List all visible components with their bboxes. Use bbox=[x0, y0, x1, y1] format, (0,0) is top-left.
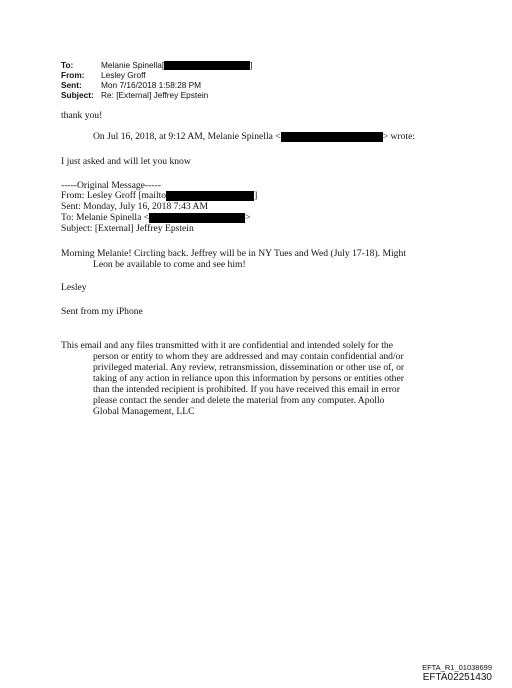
disclaimer-line: please contact the sender and delete the material from any computer. Apollo bbox=[93, 395, 385, 406]
quote-intro-end: > wrote: bbox=[382, 131, 416, 142]
to-label: To: bbox=[61, 60, 74, 70]
original-sent-line: Sent: Monday, July 16, 2018 7:43 AM bbox=[61, 201, 209, 212]
original-from-close: ] bbox=[254, 190, 258, 201]
sent-value: Mon 7/16/2018 1:58:28 PM bbox=[101, 80, 202, 90]
redaction-box bbox=[149, 213, 245, 223]
original-body bbox=[61, 248, 406, 270]
redaction-box bbox=[281, 132, 383, 142]
original-to-close: > bbox=[245, 212, 251, 223]
subject-value: Re: [External] Jeffrey Epstein bbox=[101, 90, 209, 100]
original-signoff: Lesley bbox=[61, 282, 87, 293]
original-subject-line: Subject: [External] Jeffrey Epstein bbox=[61, 223, 194, 234]
disclaimer-line: privileged material. Any review, retransmission, dissemination or other use of, or bbox=[93, 362, 405, 373]
subject-label: Subject: bbox=[61, 90, 94, 100]
reply-body: thank you! bbox=[61, 110, 103, 121]
from-value: Lesley Groff bbox=[101, 70, 146, 80]
disclaimer-line: taking of any action in reliance upon this information by persons or entities other bbox=[93, 373, 404, 384]
quoted-body: I just asked and will let you know bbox=[61, 156, 191, 167]
original-from-text: From: Lesley Groff [mailto bbox=[61, 190, 167, 201]
disclaimer-line: than the intended recipient is prohibited. If you have received this email in error bbox=[93, 384, 400, 395]
redaction-box bbox=[166, 191, 254, 201]
redaction-box bbox=[164, 60, 253, 70]
sent-label: Sent: bbox=[61, 80, 82, 90]
footer-id-large: EFTA02251430 bbox=[422, 672, 492, 683]
header-to-row bbox=[61, 60, 253, 70]
original-divider: -----Original Message----- bbox=[61, 180, 161, 191]
disclaimer bbox=[61, 340, 404, 417]
quote-intro bbox=[93, 131, 415, 142]
original-body-line: Morning Melanie! Circling back. Jeffrey will be in NY Tues and Wed (July 17-18). Might bbox=[61, 248, 406, 259]
original-from-line bbox=[61, 190, 257, 201]
original-device: Sent from my iPhone bbox=[61, 306, 143, 317]
original-to-line bbox=[61, 212, 251, 223]
disclaimer-line: This email and any files transmitted with it are confidential and intended solely for the bbox=[61, 340, 393, 351]
to-close-bracket: ] bbox=[250, 60, 253, 70]
to-value: Melanie Spinella[ bbox=[101, 60, 165, 70]
quote-intro-start: On Jul 16, 2018, at 9:12 AM, Melanie Spinella < bbox=[93, 131, 281, 142]
disclaimer-line: Global Management, LLC bbox=[93, 406, 195, 417]
footer-id-small: EFTA_R1_01038699 bbox=[422, 663, 492, 672]
from-label: From: bbox=[61, 70, 85, 80]
header-sent-row bbox=[61, 80, 253, 90]
original-body-line: Leon be available to come and see him! bbox=[93, 259, 246, 270]
original-to-text: To: Melanie Spinella < bbox=[61, 212, 150, 223]
header-from-row bbox=[61, 70, 253, 80]
email-header bbox=[61, 60, 253, 100]
disclaimer-line: person or entity to whom they are addressed and may contain confidential and/or bbox=[93, 351, 404, 362]
header-subject-row bbox=[61, 90, 253, 100]
